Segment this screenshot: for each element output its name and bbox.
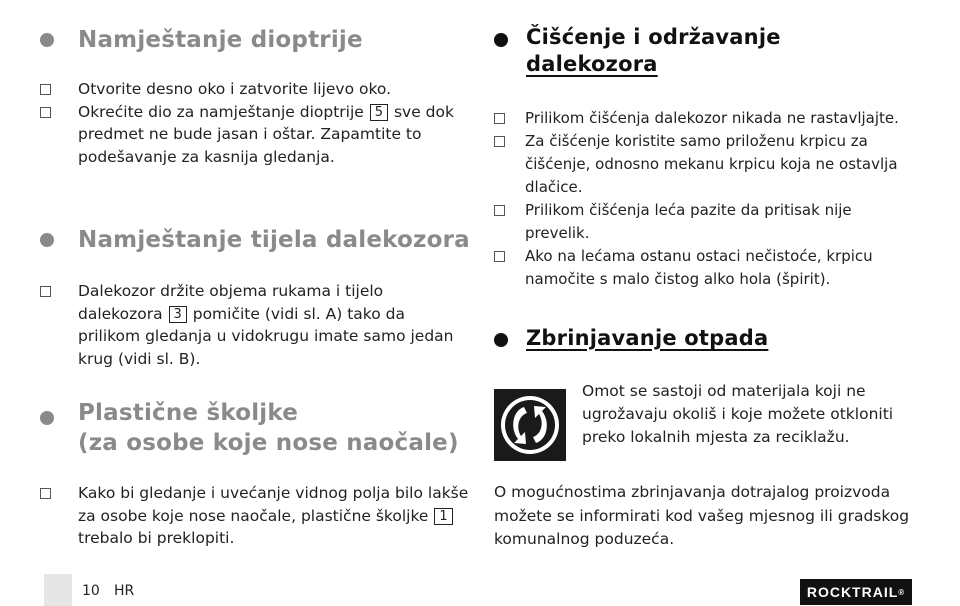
list-item: Kako bi gledanje i uvećanje vidnog polja bilo lakše za osobe koje nose naočale, plastične školjke 1 trebalo bi preklopiti. — [40, 482, 470, 550]
checkbox-square-icon — [494, 251, 505, 262]
page-number: 10 — [82, 583, 100, 599]
checkbox-square-icon — [40, 84, 51, 95]
diopter-list — [40, 78, 470, 168]
eyecups-list — [40, 482, 470, 550]
checkbox-square-icon — [494, 113, 505, 124]
cleaning-list — [494, 107, 919, 291]
page-tab-marker — [44, 574, 72, 606]
list-item: Prilikom čišćenja leća pazite da pritisak nije prevelik. — [494, 199, 919, 245]
list-item: Dalekozor držite objema rukama i tijelo dalekozora 3 pomičite (vidi sl. A) tako da prilikom gledanja u vidokrugu imate samo jedan krug (vidi sl. B). — [40, 280, 470, 370]
checkbox-square-icon — [494, 136, 505, 147]
checkbox-square-icon — [40, 107, 51, 118]
section-title-diopter: Namještanje dioptrije — [78, 27, 363, 53]
part-reference: 3 — [169, 306, 187, 323]
brand-logo: ROCKTRAIL ® — [800, 579, 912, 605]
language-code: HR — [114, 583, 135, 599]
checkbox-square-icon — [494, 205, 505, 216]
list-item: Ako na lećama ostanu ostaci nečistoće, krpicu namočite s malo čistog alko hola (špirit). — [494, 245, 919, 291]
list-item: Za čišćenje koristite samo priloženu krpicu za čišćenje, odnosno mekanu krpicu koja ne ostavlja dlačice. — [494, 130, 919, 199]
section-title-disposal: Zbrinjavanje otpada — [526, 326, 769, 350]
section-title-eyecups: Plastične školjke (za osobe koje nose naočale) — [78, 400, 459, 456]
list-item: Okrećite dio za namještanje dioptrije 5 sve dok predmet ne bude jasan i oštar. Zapamtite to podešavanje za kasnija gledanja. — [40, 101, 470, 169]
packaging-info: Omot se sastoji od materijala koji ne ugrožavaju okoliš i koje možete otkloniti preko lokalnih mjesta za reciklažu. — [582, 382, 894, 446]
part-reference: 1 — [434, 508, 452, 525]
list-item: Prilikom čišćenja dalekozor nikada ne rastavljajte. — [494, 107, 919, 130]
part-reference: 5 — [370, 104, 388, 121]
disposal-note: O mogućnostima zbrinjavanja dotrajalog proizvoda možete se informirati kod vašeg mjesnog ili gradskog komunalnog poduzeća. — [494, 483, 910, 548]
section-title-body-adjust: Namještanje tijela dalekozora — [78, 227, 470, 253]
checkbox-square-icon — [40, 286, 51, 297]
green-dot-recycling-icon — [494, 389, 566, 461]
section-title-cleaning: Čišćenje i održavanje dalekozora — [526, 25, 781, 76]
list-item: Otvorite desno oko i zatvorite lijevo oko. — [40, 78, 470, 101]
checkbox-square-icon — [40, 488, 51, 499]
body-adjust-list — [40, 280, 470, 370]
